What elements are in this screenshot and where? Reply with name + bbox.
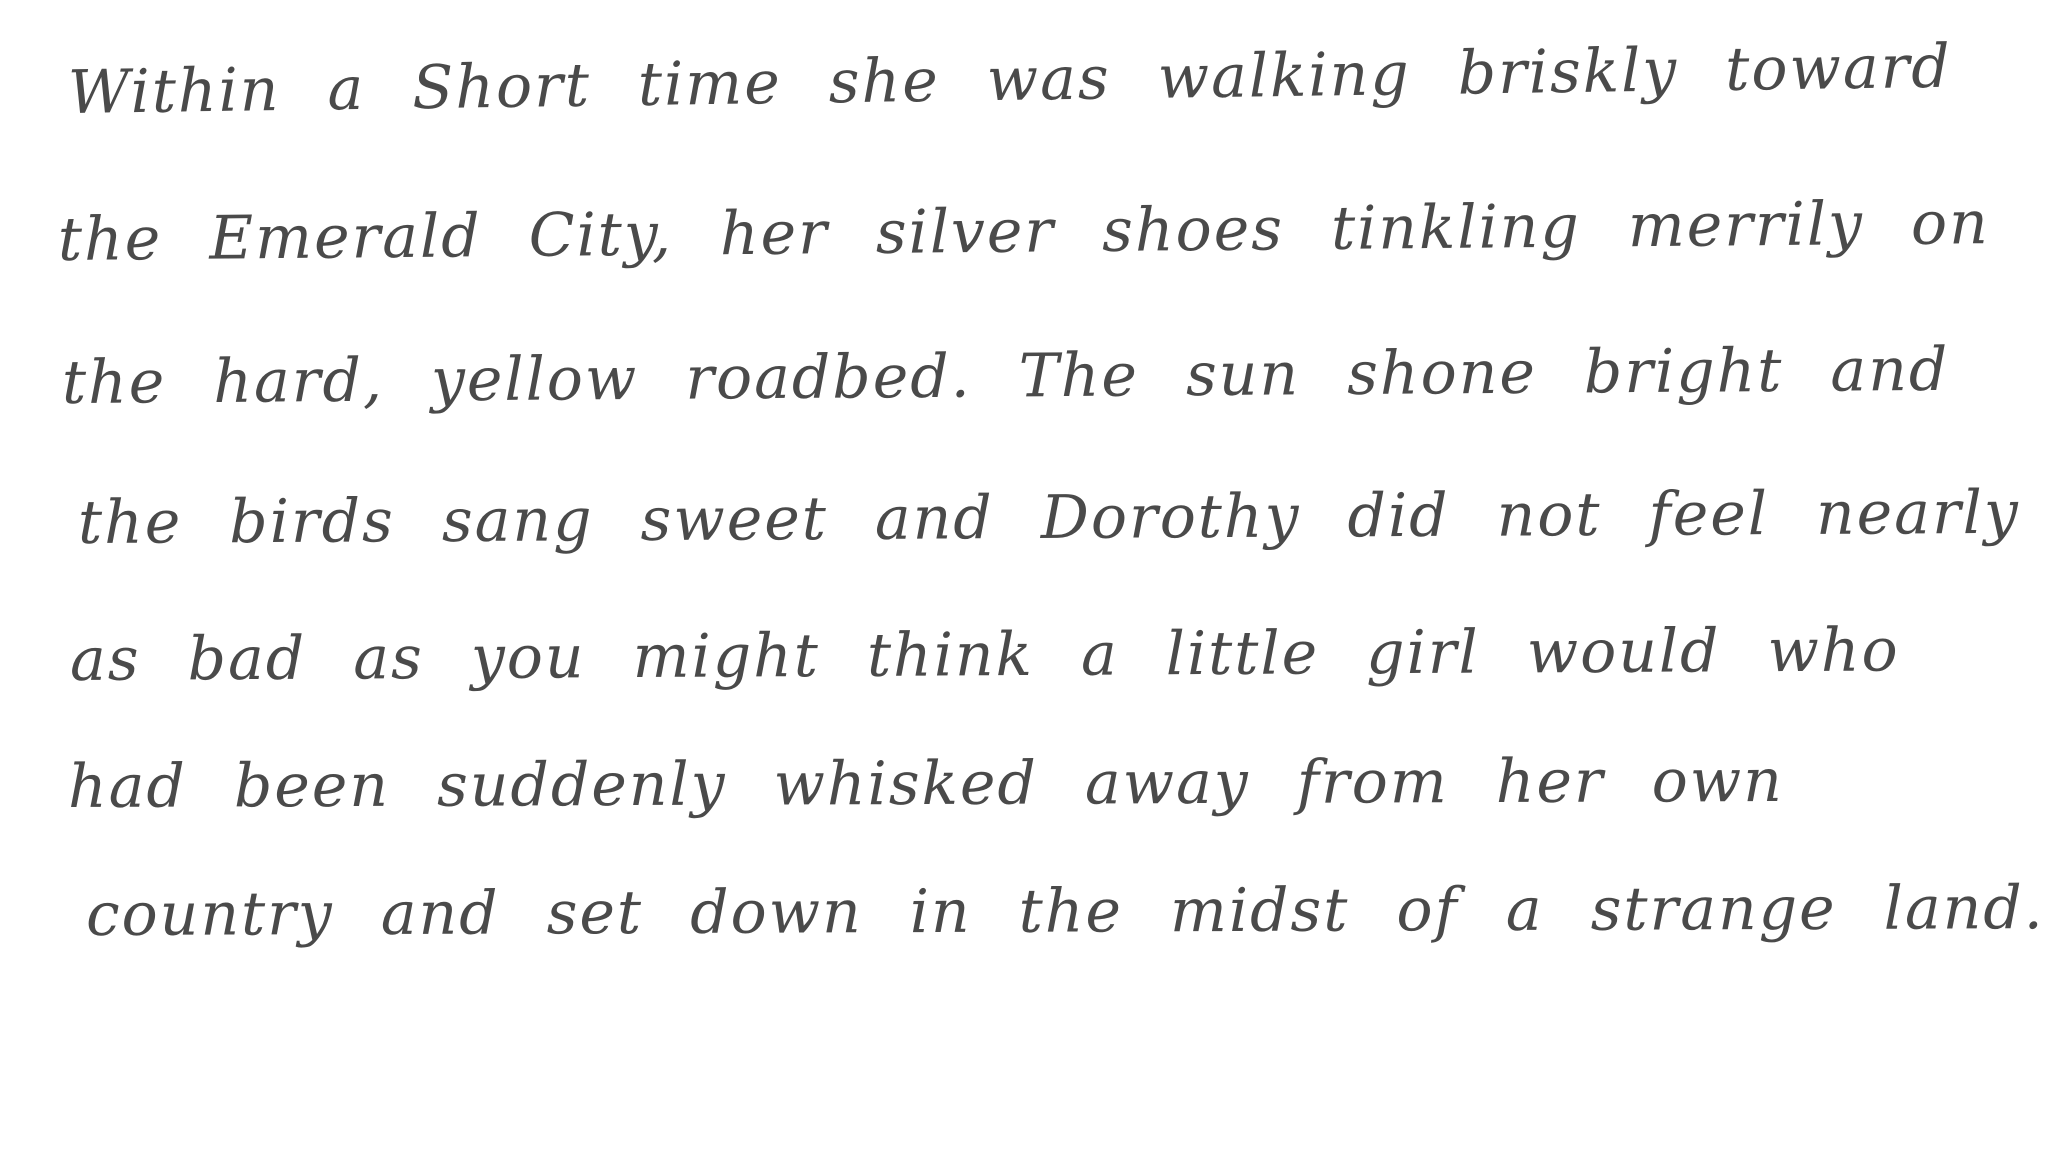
handwriting-line-7: country and set down in the midst of a strange land. <box>85 873 2045 950</box>
handwriting-line-2: the Emerald City, her silver shoes tinkling merrily on <box>57 188 1991 275</box>
handwriting-line-6: had been suddenly whisked away from her own <box>67 746 1784 822</box>
handwriting-line-5: as bad as you might think a little girl would who <box>69 615 1900 695</box>
handwriting-line-3: the hard, yellow roadbed. The sun shone bright and <box>61 334 1950 418</box>
handwriting-line-1: Within a Short time she was walking briskly toward <box>67 31 1953 128</box>
handwriting-line-4: the birds sang sweet and Dorothy did not feel nearly <box>77 477 2020 558</box>
